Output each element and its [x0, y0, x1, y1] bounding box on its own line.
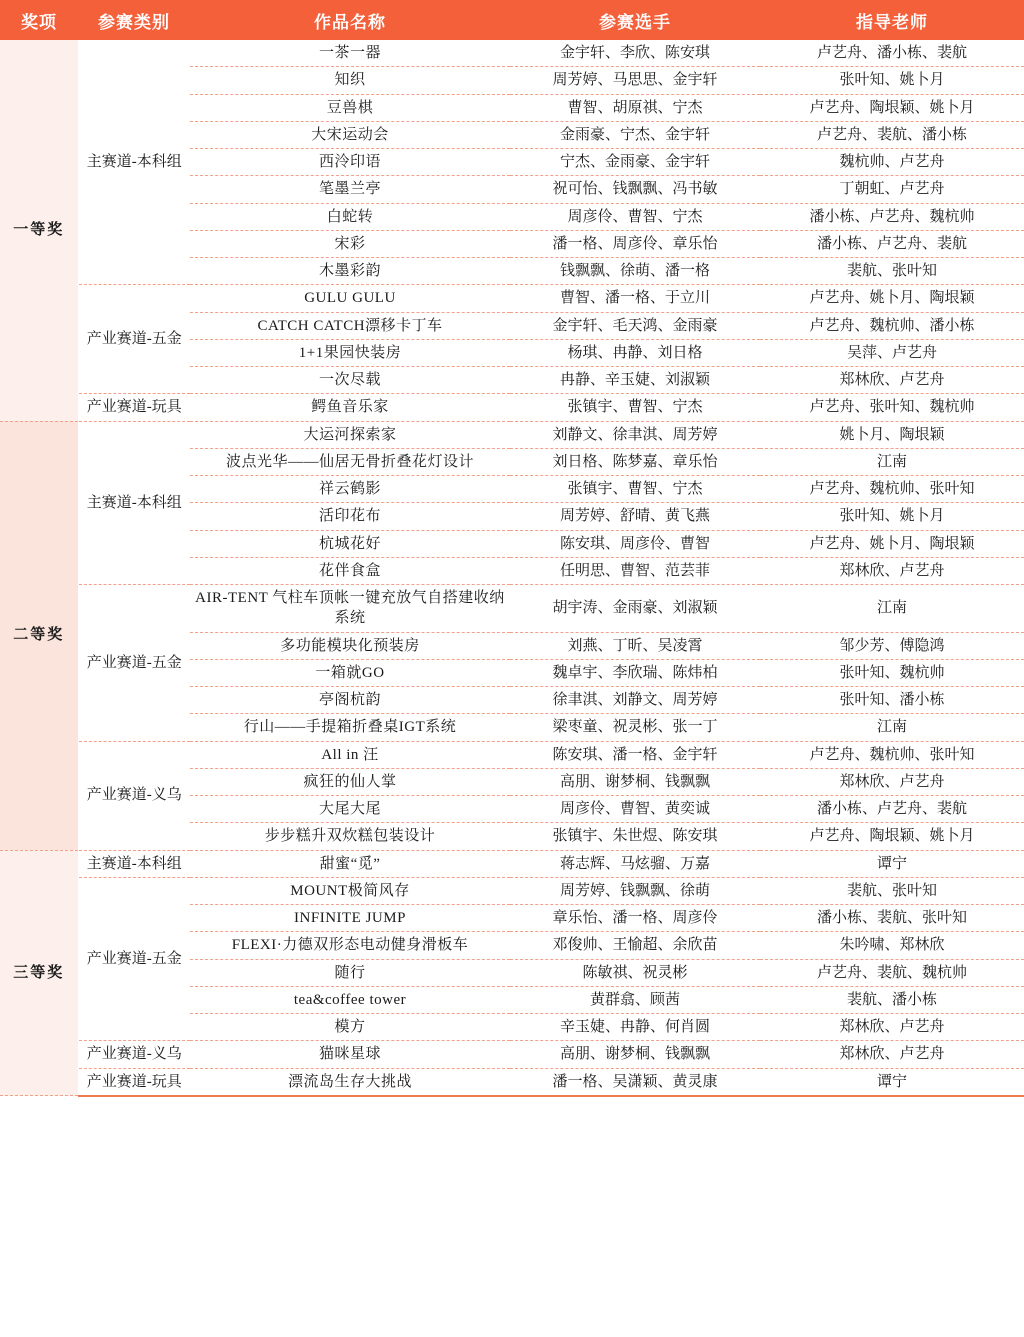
work-name-cell: 步步糕升双炊糕包装设计	[190, 823, 510, 850]
table-body	[0, 40, 1024, 1096]
teachers-cell: 卢艺舟、陶垠颖、姚卜月	[760, 94, 1024, 121]
students-cell: 潘一格、周彦伶、章乐怡	[510, 230, 760, 257]
column-header-work: 作品名称	[190, 0, 510, 40]
students-cell: 张镇宇、曹智、宁杰	[510, 476, 760, 503]
teachers-cell: 潘小栋、卢艺舟、裴航	[760, 796, 1024, 823]
students-cell: 刘日格、陈梦嘉、章乐怡	[510, 448, 760, 475]
work-name-cell: 杭城花好	[190, 530, 510, 557]
teachers-cell: 卢艺舟、潘小栋、裴航	[760, 40, 1024, 67]
work-name-cell: 知织	[190, 67, 510, 94]
category-cell: 主赛道-本科组	[78, 40, 190, 285]
teachers-cell: 张叶知、魏杭帅	[760, 659, 1024, 686]
work-name-cell: INFINITE JUMP	[190, 905, 510, 932]
work-name-cell: MOUNT极简风存	[190, 877, 510, 904]
teachers-cell: 郑林欣、卢艺舟	[760, 557, 1024, 584]
students-cell: 任明思、曹智、范芸菲	[510, 557, 760, 584]
work-name-cell: 1+1果园快装房	[190, 339, 510, 366]
category-cell: 产业赛道-五金	[78, 585, 190, 742]
students-cell: 曹智、胡原祺、宁杰	[510, 94, 760, 121]
students-cell: 张镇宇、朱世煜、陈安琪	[510, 823, 760, 850]
teachers-cell: 卢艺舟、魏杭帅、张叶知	[760, 741, 1024, 768]
table-header	[0, 0, 1024, 40]
work-name-cell: 波点光华——仙居无骨折叠花灯设计	[190, 448, 510, 475]
students-cell: 周芳婷、马思思、金宇轩	[510, 67, 760, 94]
work-name-cell: 一次尽载	[190, 367, 510, 394]
students-cell: 辛玉婕、冉静、何肖圆	[510, 1014, 760, 1041]
work-name-cell: 白蛇转	[190, 203, 510, 230]
teachers-cell: 吴萍、卢艺舟	[760, 339, 1024, 366]
work-name-cell: 花伴食盒	[190, 557, 510, 584]
students-cell: 刘燕、丁昕、吴凌霄	[510, 632, 760, 659]
teachers-cell: 卢艺舟、魏杭帅、潘小栋	[760, 312, 1024, 339]
students-cell: 蒋志辉、马炫骝、万嘉	[510, 850, 760, 877]
teachers-cell: 江南	[760, 714, 1024, 741]
students-cell: 宁杰、金雨豪、金宇轩	[510, 149, 760, 176]
teachers-cell: 张叶知、潘小栋	[760, 687, 1024, 714]
teachers-cell: 谭宁	[760, 850, 1024, 877]
category-cell: 产业赛道-义乌	[78, 741, 190, 850]
award-level-cell: 二等奖	[0, 421, 78, 850]
students-cell: 陈安琪、周彦伶、曹智	[510, 530, 760, 557]
teachers-cell: 姚卜月、陶垠颖	[760, 421, 1024, 448]
table-row	[0, 741, 1024, 768]
students-cell: 钱飘飘、徐萌、潘一格	[510, 258, 760, 285]
work-name-cell: GULU GULU	[190, 285, 510, 312]
students-cell: 杨琪、冉静、刘日格	[510, 339, 760, 366]
table-row	[0, 585, 1024, 633]
teachers-cell: 裴航、潘小栋	[760, 986, 1024, 1013]
teachers-cell: 郑林欣、卢艺舟	[760, 768, 1024, 795]
table-row	[0, 40, 1024, 67]
students-cell: 张镇宇、曹智、宁杰	[510, 394, 760, 421]
work-name-cell: FLEXI·力德双形态电动健身滑板车	[190, 932, 510, 959]
teachers-cell: 潘小栋、裴航、张叶知	[760, 905, 1024, 932]
award-level-cell: 三等奖	[0, 850, 78, 1096]
work-name-cell: 豆兽棋	[190, 94, 510, 121]
work-name-cell: 祥云鹤影	[190, 476, 510, 503]
students-cell: 潘一格、吴潇颖、黄灵康	[510, 1068, 760, 1096]
work-name-cell: 大尾大尾	[190, 796, 510, 823]
students-cell: 高朋、谢梦桐、钱飘飘	[510, 1041, 760, 1068]
students-cell: 魏卓宇、李欣瑞、陈炜柏	[510, 659, 760, 686]
students-cell: 胡宇涛、金雨豪、刘淑颖	[510, 585, 760, 633]
students-cell: 梁枣童、祝灵彬、张一丁	[510, 714, 760, 741]
column-header-category: 参赛类别	[78, 0, 190, 40]
work-name-cell: 多功能模块化预装房	[190, 632, 510, 659]
students-cell: 周芳婷、钱飘飘、徐萌	[510, 877, 760, 904]
work-name-cell: 西泠印语	[190, 149, 510, 176]
teachers-cell: 魏杭帅、卢艺舟	[760, 149, 1024, 176]
students-cell: 徐聿淇、刘静文、周芳婷	[510, 687, 760, 714]
category-cell: 产业赛道-五金	[78, 285, 190, 394]
students-cell: 祝可怡、钱飘飘、冯书敏	[510, 176, 760, 203]
teachers-cell: 丁朝虹、卢艺舟	[760, 176, 1024, 203]
table-header-row	[0, 0, 1024, 40]
table-row	[0, 1041, 1024, 1068]
teachers-cell: 郑林欣、卢艺舟	[760, 1041, 1024, 1068]
students-cell: 周芳婷、舒晴、黄飞燕	[510, 503, 760, 530]
work-name-cell: 漂流岛生存大挑战	[190, 1068, 510, 1096]
teachers-cell: 卢艺舟、姚卜月、陶垠颖	[760, 530, 1024, 557]
students-cell: 邓俊帅、王愉超、余欣苗	[510, 932, 760, 959]
work-name-cell: 活印花布	[190, 503, 510, 530]
category-cell: 主赛道-本科组	[78, 850, 190, 877]
teachers-cell: 江南	[760, 448, 1024, 475]
category-cell: 产业赛道-玩具	[78, 1068, 190, 1096]
work-name-cell: 笔墨兰亭	[190, 176, 510, 203]
teachers-cell: 裴航、张叶知	[760, 258, 1024, 285]
table-row	[0, 877, 1024, 904]
students-cell: 章乐怡、潘一格、周彦伶	[510, 905, 760, 932]
column-header-teachers: 指导老师	[760, 0, 1024, 40]
work-name-cell: 一茶一器	[190, 40, 510, 67]
work-name-cell: 甜蜜“觅”	[190, 850, 510, 877]
table-row	[0, 285, 1024, 312]
teachers-cell: 张叶知、姚卜月	[760, 503, 1024, 530]
work-name-cell: 疯狂的仙人掌	[190, 768, 510, 795]
teachers-cell: 郑林欣、卢艺舟	[760, 367, 1024, 394]
students-cell: 黄群翕、顾茜	[510, 986, 760, 1013]
work-name-cell: 木墨彩韵	[190, 258, 510, 285]
teachers-cell: 卢艺舟、魏杭帅、张叶知	[760, 476, 1024, 503]
work-name-cell: 亭阁杭韵	[190, 687, 510, 714]
column-header-students: 参赛选手	[510, 0, 760, 40]
table-row	[0, 394, 1024, 421]
students-cell: 金宇轩、毛天鸿、金雨豪	[510, 312, 760, 339]
teachers-cell: 江南	[760, 585, 1024, 633]
students-cell: 高朋、谢梦桐、钱飘飘	[510, 768, 760, 795]
teachers-cell: 邹少芳、傅隐鸿	[760, 632, 1024, 659]
students-cell: 金宇轩、李欣、陈安琪	[510, 40, 760, 67]
table-row	[0, 850, 1024, 877]
work-name-cell: 大运河探索家	[190, 421, 510, 448]
students-cell: 陈安琪、潘一格、金宇轩	[510, 741, 760, 768]
work-name-cell: 随行	[190, 959, 510, 986]
table-row	[0, 421, 1024, 448]
work-name-cell: 猫咪星球	[190, 1041, 510, 1068]
teachers-cell: 裴航、张叶知	[760, 877, 1024, 904]
work-name-cell: CATCH CATCH漂移卡丁车	[190, 312, 510, 339]
work-name-cell: All in 汪	[190, 741, 510, 768]
column-header-award: 奖项	[0, 0, 78, 40]
students-cell: 陈敏祺、祝灵彬	[510, 959, 760, 986]
students-cell: 周彦伶、曹智、黄奕诚	[510, 796, 760, 823]
category-cell: 主赛道-本科组	[78, 421, 190, 585]
work-name-cell: 宋彩	[190, 230, 510, 257]
students-cell: 周彦伶、曹智、宁杰	[510, 203, 760, 230]
award-level-cell: 一等奖	[0, 40, 78, 421]
students-cell: 金雨豪、宁杰、金宇轩	[510, 121, 760, 148]
teachers-cell: 朱吟啸、郑林欣	[760, 932, 1024, 959]
category-cell: 产业赛道-玩具	[78, 394, 190, 421]
teachers-cell: 潘小栋、卢艺舟、魏杭帅	[760, 203, 1024, 230]
work-name-cell: AIR-TENT 气柱车顶帐一键充放气自搭建收纳系统	[190, 585, 510, 633]
work-name-cell: 大宋运动会	[190, 121, 510, 148]
teachers-cell: 卢艺舟、张叶知、魏杭帅	[760, 394, 1024, 421]
work-name-cell: 一箱就GO	[190, 659, 510, 686]
teachers-cell: 郑林欣、卢艺舟	[760, 1014, 1024, 1041]
students-cell: 冉静、辛玉婕、刘淑颖	[510, 367, 760, 394]
teachers-cell: 卢艺舟、裴航、潘小栋	[760, 121, 1024, 148]
teachers-cell: 卢艺舟、姚卜月、陶垠颖	[760, 285, 1024, 312]
table-row	[0, 1068, 1024, 1096]
category-cell: 产业赛道-义乌	[78, 1041, 190, 1068]
work-name-cell: 行山——手提箱折叠桌IGT系统	[190, 714, 510, 741]
teachers-cell: 卢艺舟、陶垠颖、姚卜月	[760, 823, 1024, 850]
teachers-cell: 谭宁	[760, 1068, 1024, 1096]
teachers-cell: 张叶知、姚卜月	[760, 67, 1024, 94]
work-name-cell: 模方	[190, 1014, 510, 1041]
teachers-cell: 潘小栋、卢艺舟、裴航	[760, 230, 1024, 257]
work-name-cell: 鳄鱼音乐家	[190, 394, 510, 421]
students-cell: 曹智、潘一格、于立川	[510, 285, 760, 312]
teachers-cell: 卢艺舟、裴航、魏杭帅	[760, 959, 1024, 986]
students-cell: 刘静文、徐聿淇、周芳婷	[510, 421, 760, 448]
category-cell: 产业赛道-五金	[78, 877, 190, 1041]
work-name-cell: tea&coffee tower	[190, 986, 510, 1013]
